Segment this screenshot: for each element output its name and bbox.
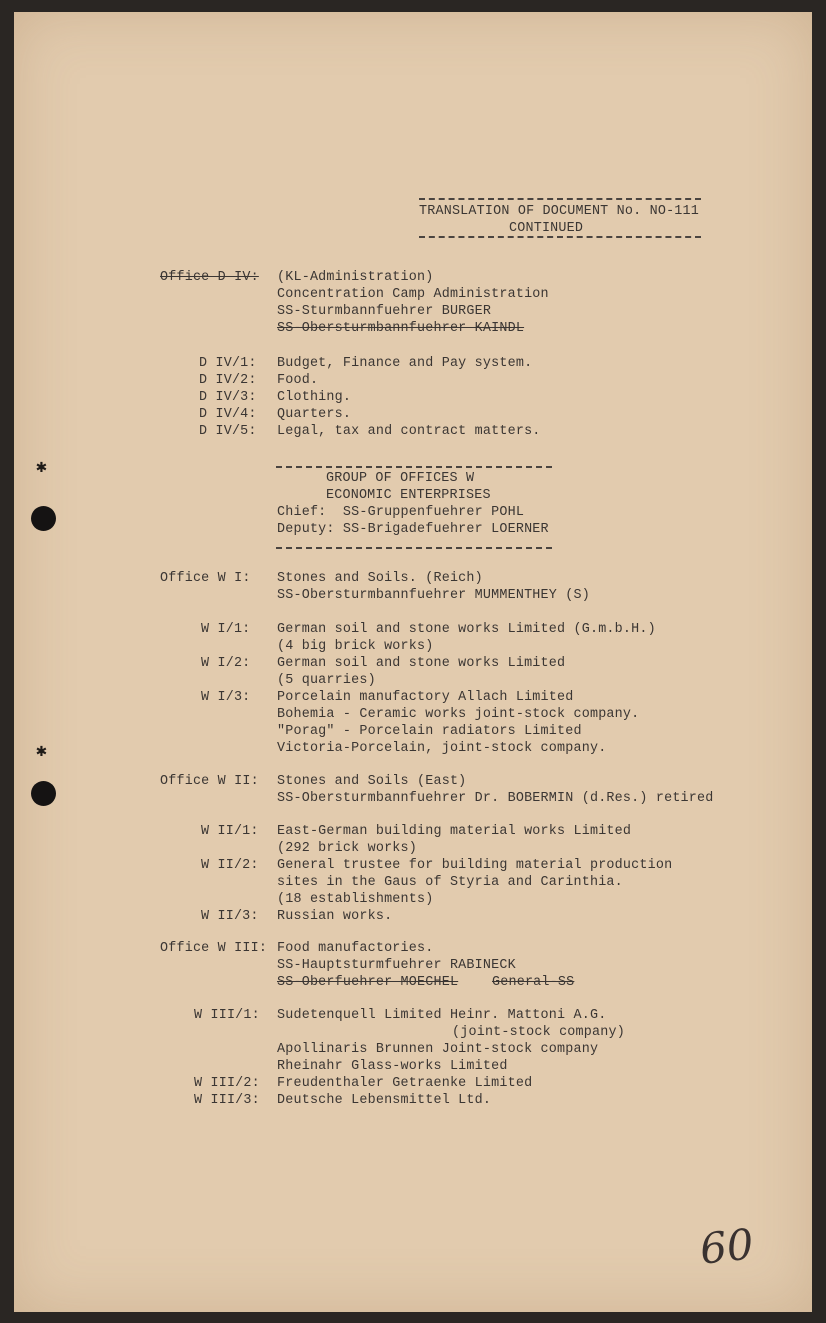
office-d-iv-label: Office D IV: <box>160 270 259 285</box>
sub-code: W I/1: <box>201 622 251 637</box>
sub-text: "Porag" - Porcelain radiators Limited <box>277 724 582 739</box>
office-w-i-label: Office W I: <box>160 571 251 586</box>
sub-code: W II/1: <box>201 824 259 839</box>
sub-code: D IV/2: <box>199 373 257 388</box>
sub-text: (292 brick works) <box>277 841 418 856</box>
office-d-iv-line: (KL-Administration) <box>277 270 434 285</box>
sub-text: German soil and stone works Limited (G.m.b.H.) <box>277 622 656 637</box>
sub-text: Quarters. <box>277 407 352 422</box>
sub-code: D IV/1: <box>199 356 257 371</box>
header-underline <box>419 236 701 238</box>
sub-text: Bohemia - Ceramic works joint-stock company. <box>277 707 640 722</box>
staple-mark: ✱ <box>36 458 47 478</box>
sub-text: (18 establishments) <box>277 892 434 907</box>
office-line: SS-Obersturmbannfuehrer Dr. BOBERMIN (d.Res.) retired <box>277 791 714 806</box>
sub-code: W III/1: <box>194 1008 260 1023</box>
sub-code: W II/2: <box>201 858 259 873</box>
sub-text: Budget, Finance and Pay system. <box>277 356 533 371</box>
office-w-ii-label: Office W II: <box>160 774 259 789</box>
sub-text: Deutsche Lebensmittel Ltd. <box>277 1093 492 1108</box>
office-line: SS-Hauptsturmfuehrer RABINECK <box>277 958 516 973</box>
sub-text: Sudetenquell Limited Heinr. Mattoni A.G. <box>277 1008 607 1023</box>
header-overline <box>419 198 701 200</box>
header-title: TRANSLATION OF DOCUMENT No. NO-111 <box>419 204 700 219</box>
office-line: SS-Obersturmbannfuehrer MUMMENTHEY (S) <box>277 588 590 603</box>
header-subtitle: CONTINUED <box>509 221 584 236</box>
sub-code: W III/3: <box>194 1093 260 1108</box>
staple-mark: ✱ <box>36 742 47 762</box>
office-line: Stones and Soils. (Reich) <box>277 571 483 586</box>
punch-hole <box>31 781 56 806</box>
sub-text: German soil and stone works Limited <box>277 656 566 671</box>
sub-text: Victoria-Porcelain, joint-stock company. <box>277 741 607 756</box>
sub-text: Clothing. <box>277 390 352 405</box>
group-divider-top <box>276 466 552 468</box>
sub-code: W I/2: <box>201 656 251 671</box>
sub-text: (5 quarries) <box>277 673 376 688</box>
sub-text: East-German building material works Limited <box>277 824 632 839</box>
group-divider-bottom <box>276 547 552 549</box>
sub-text: Food. <box>277 373 319 388</box>
sub-code: D IV/5: <box>199 424 257 439</box>
page-number: 60 <box>697 1219 756 1274</box>
sub-text: Russian works. <box>277 909 393 924</box>
sub-code: W III/2: <box>194 1076 260 1091</box>
sub-text: (joint-stock company) <box>452 1025 625 1040</box>
sub-text: Legal, tax and contract matters. <box>277 424 541 439</box>
sub-text: Apollinaris Brunnen Joint-stock company <box>277 1042 599 1057</box>
office-d-iv-line: Concentration Camp Administration <box>277 287 549 302</box>
office-note-struck: General-SS <box>492 975 575 990</box>
office-line: Food manufactories. <box>277 941 434 956</box>
sub-code: W I/3: <box>201 690 251 705</box>
office-line: Stones and Soils (East) <box>277 774 467 789</box>
sub-code: D IV/4: <box>199 407 257 422</box>
office-line-struck: SS-Oberfuehrer MOECHEL <box>277 975 459 990</box>
sub-text: Porcelain manufactory Allach Limited <box>277 690 574 705</box>
sub-text: Freudenthaler Getraenke Limited <box>277 1076 533 1091</box>
office-d-iv-line: SS-Sturmbannfuehrer BURGER <box>277 304 492 319</box>
sub-text: sites in the Gaus of Styria and Carinthia. <box>277 875 623 890</box>
punch-hole <box>31 506 56 531</box>
sub-text: (4 big brick works) <box>277 639 434 654</box>
group-title: ECONOMIC ENTERPRISES <box>326 488 491 503</box>
sub-code: D IV/3: <box>199 390 257 405</box>
sub-text: General trustee for building material production <box>277 858 673 873</box>
office-d-iv-line-struck: SS-Obersturmbannfuehrer KAINDL <box>277 321 525 336</box>
office-w-iii-label: Office W III: <box>160 941 268 956</box>
sub-text: Rheinahr Glass-works Limited <box>277 1059 508 1074</box>
group-deputy: Deputy: SS-Brigadefuehrer LOERNER <box>277 522 549 537</box>
sub-code: W II/3: <box>201 909 259 924</box>
group-chief: Chief: SS-Gruppenfuehrer POHL <box>277 505 525 520</box>
group-title: GROUP OF OFFICES W <box>326 471 475 486</box>
